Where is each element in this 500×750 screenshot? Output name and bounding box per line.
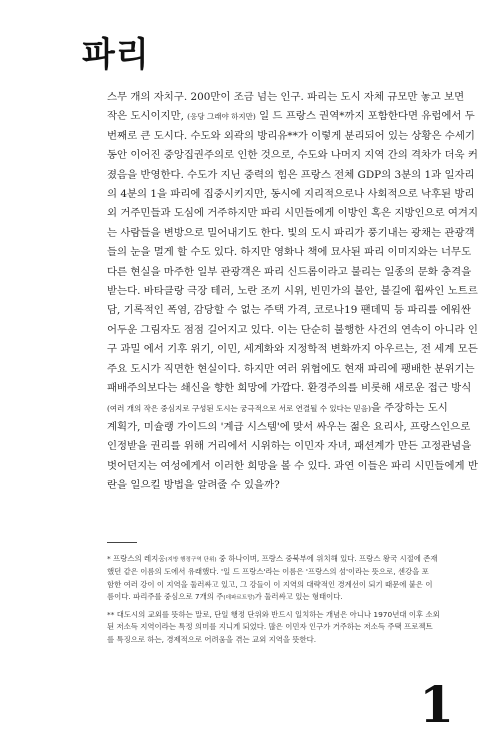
text-line <box>107 437 472 456</box>
text-line <box>107 107 475 126</box>
page-number: 1 <box>419 675 454 734</box>
footnotes <box>107 553 440 651</box>
line-text: ** 대도시의 교외를 뜻하는 말로, 단일 행정 단위와 반드시 일치하는 개념은 아니나 1970년대 이후 소외 <box>107 610 440 620</box>
inline-annotation: (응당 그래야 하지만) <box>187 112 256 122</box>
inline-annotation: (여러 개의 작은 중심지로 구성된 도시는 궁극적으로 서로 연결될 수 있다는 믿음) <box>107 403 371 413</box>
line-text: 인정받을 권리를 위해 거리에서 시위하는 이민자 자녀, 패션계가 만든 고정관념을 <box>107 440 472 453</box>
footnote <box>107 609 440 646</box>
line-text: 동안 이어진 중앙집권주의로 인한 것으로, 수도와 나머지 지역 간의 격차가 더욱 커 <box>107 149 478 162</box>
text-line <box>107 146 478 165</box>
text-line <box>107 399 448 418</box>
text-line <box>107 579 433 591</box>
line-text: 받는다. 바타클랑 극장 테러, 노란 조끼 시위, 빈민가의 불안, 불길에 휩싸인 노트르 <box>107 285 478 298</box>
chapter-title: 파리 <box>82 35 150 75</box>
line-text: 패배주의보다는 쇄신을 향한 희망에 가깝다. 환경주의를 비롯해 새로운 접근 방식 <box>107 382 472 395</box>
text-line <box>107 553 438 566</box>
text-line <box>107 418 471 437</box>
line-text: 를 특징으로 하는, 경제적으로 어려움을 겪는 교외 지역을 뜻한다. <box>107 634 317 644</box>
text-line <box>107 566 429 578</box>
text-line <box>107 166 475 185</box>
text-line <box>107 282 478 301</box>
line-text: 어두운 그림자도 점점 길어지고 있다. 이는 단순히 불행한 사건의 연속이 아니라 인 <box>107 323 478 336</box>
text-line <box>107 340 478 359</box>
text-line <box>107 88 465 107</box>
text-line <box>107 263 472 282</box>
text-line <box>107 204 478 223</box>
text-line <box>107 621 433 633</box>
text-line <box>107 591 396 604</box>
line-text: 작은 도시이지만, <box>107 110 188 123</box>
line-text: 중 하나이며, 프랑스 중북부에 위치해 있다. 프랑스 왕국 시절에 존재 <box>216 554 438 563</box>
text-line <box>107 301 471 320</box>
line-text: 주요 도시가 직면한 현실이다. 하지만 여러 위협에도 현재 파리에 팽배한 분위기는 <box>107 362 475 375</box>
line-text: 의 4분의 1을 파리에 집중시키지만, 동시에 지리적으로나 사회적으로 낙후된 방리 <box>107 188 475 201</box>
text-line <box>107 457 478 476</box>
line-text: 담, 기록적인 폭염, 감당할 수 없는 주택 가격, 코로나19 팬데믹 등 파리를 에워싼 <box>107 304 471 317</box>
footnote-divider <box>107 542 137 543</box>
line-text: 름이다. 파리주를 중심으로 7개의 주 <box>107 591 224 601</box>
text-line <box>107 476 396 495</box>
inline-annotation: (지방 행정구역 단위) <box>165 557 217 563</box>
line-text: 번째로 큰 도시다. 수도와 외곽의 방리유**가 이렇게 분리되어 있는 상황은 수세기 <box>107 129 475 142</box>
text-line <box>107 243 472 262</box>
text-line <box>107 224 475 243</box>
line-text: * 프랑스의 레지옹 <box>107 554 166 563</box>
line-text: 했던 같은 이름의 도에서 유래했다. '일 드 프랑스'라는 이름은 '프랑스의 섬'이라는 뜻으로, 센강을 포 <box>107 567 429 577</box>
text-line <box>107 634 396 646</box>
line-text: 가 둘러싸고 있는 형태이다. <box>254 591 343 601</box>
line-text: 계획가, 미슐랭 가이드의 '계급 시스템'에 맞서 싸우는 젊은 요리사, 프랑스인으로 <box>107 420 471 433</box>
body-text <box>107 88 478 496</box>
line-text: 졌음을 반영한다. 수도가 지닌 중력의 힘은 프랑스 전체 GDP의 3분의 1과 일자리 <box>107 168 475 181</box>
line-text: 란을 일으킬 방법을 알려줄 수 있을까? <box>107 479 280 492</box>
line-text: 외 거주민들과 도심에 거주하지만 파리 시민들에게 이방인 혹은 지방인으로 여겨지 <box>107 207 478 220</box>
text-line <box>107 127 475 146</box>
inline-annotation: (데파르트망) <box>223 594 255 601</box>
line-text: 들의 눈을 멀게 할 수도 있다. 하지만 영화나 책에 묘사된 파리 이미지와는 너무도 <box>107 246 472 259</box>
text-line <box>107 609 440 621</box>
line-text: 다른 현실을 마주한 일부 관광객은 파리 신드롬이라고 불리는 일종의 문화 충격을 <box>107 265 472 278</box>
line-text: 구 과밀 에서 기후 위기, 이민, 세계화와 지정학적 변화까지 아우르는, 전 세계 모든 <box>107 343 478 356</box>
text-line <box>107 360 475 379</box>
text-line <box>107 379 472 398</box>
line-text: 된 저소득 지역이라는 특정 의미를 지니게 되었다. 많은 이민자 인구가 거주하는 저소득 주택 프로젝트 <box>107 622 433 632</box>
line-text: 일 드 프랑스 권역*까지 포함한다면 유럽에서 두 <box>255 110 475 123</box>
line-text: 벗어던지는 여성에게서 이러한 희망을 볼 수 있다. 과연 이들은 파리 시민들에게 반 <box>107 459 478 472</box>
line-text: 는 사람들을 변방으로 밀어내기도 한다. 빛의 도시 파리가 풍기내는 광채는 관광객 <box>107 226 475 239</box>
line-text: 을 주장하는 도시 <box>370 401 448 414</box>
line-text: 함한 여러 강이 이 지역을 둘러싸고 있고, 그 강들이 이 지역의 대략적인 경계선이 되기 때문에 붙은 이 <box>107 579 433 589</box>
footnote <box>107 553 438 604</box>
text-line <box>107 185 475 204</box>
text-line <box>107 321 478 340</box>
line-text: 스무 개의 자치구. 200만이 조금 넘는 인구. 파리는 도시 자체 규모만 놓고 보면 <box>107 91 465 103</box>
